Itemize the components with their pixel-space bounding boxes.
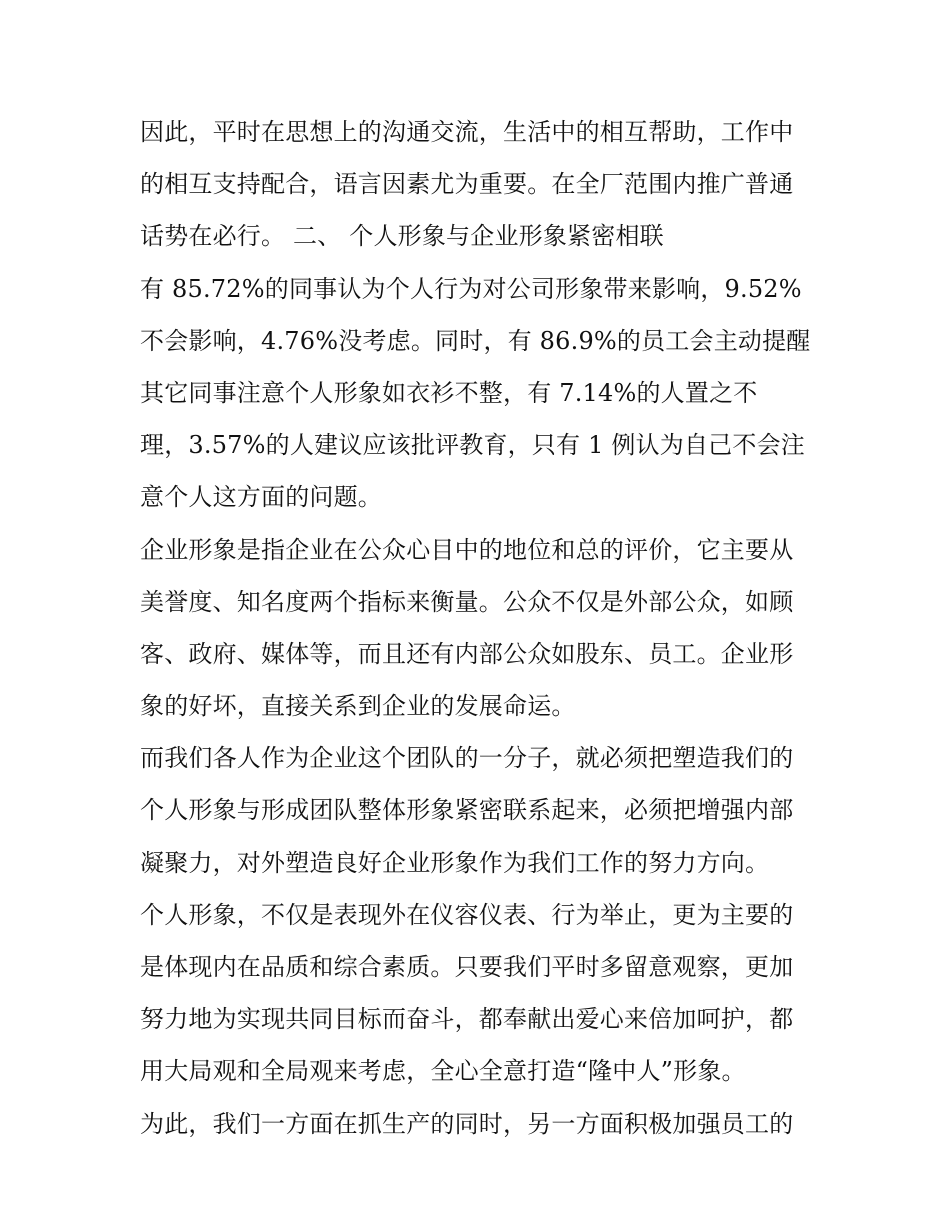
text-line: 象的好坏，直接关系到企业的发展命运。 bbox=[140, 692, 576, 721]
text-line: 用大局观和全局观来考虑，全心全意打造“隆中人”形象。 bbox=[140, 1057, 746, 1086]
text-line: 而我们各人作为企业这个团队的一分子，就必须把塑造我们的 bbox=[140, 744, 794, 773]
text-line: 客、政府、媒体等，而且还有内部公众如股东、员工。企业形 bbox=[140, 639, 794, 668]
text-line: 不会影响，4.76%没考虑。同时，有 86.9%的员工会主动提醒 bbox=[140, 326, 811, 355]
text-line: 话势在必行。 二、 个人形象与企业形象紧密相联 bbox=[140, 222, 664, 251]
text-line: 理，3.57%的人建议应该批评教育，只有 1 例认为自己不会注 bbox=[140, 431, 805, 460]
text-line: 为此，我们一方面在抓生产的同时，另一方面积极加强员工的 bbox=[140, 1109, 794, 1138]
text-line: 凝聚力，对外塑造良好企业形象作为我们工作的努力方向。 bbox=[140, 848, 770, 877]
text-line: 是体现内在品质和综合素质。只要我们平时多留意观察，更加 bbox=[140, 953, 794, 981]
text-line: 意个人这方面的问题。 bbox=[140, 483, 382, 512]
text-line: 的相互支持配合，语言因素尤为重要。在全厂范围内推广普通 bbox=[140, 170, 794, 199]
text-line: 美誉度、知名度两个指标来衡量。公众不仅是外部公众，如顾 bbox=[140, 587, 794, 616]
text-line: 有 85.72%的同事认为个人行为对公司形象带来影响，9.52% bbox=[140, 274, 802, 303]
text-line: 因此，平时在思想上的沟通交流，生活中的相互帮助，工作中 bbox=[140, 118, 794, 146]
document-body bbox=[140, 106, 820, 1150]
text-line: 其它同事注意个人形象如衣衫不整，有 7.14%的人置之不 bbox=[140, 378, 758, 407]
text-line: 努力地为实现共同目标而奋斗，都奉献出爱心来倍加呵护，都 bbox=[140, 1005, 794, 1034]
text-line: 个人形象，不仅是表现外在仪容仪表、行为举止，更为主要的 bbox=[140, 900, 794, 929]
text-line: 个人形象与形成团队整体形象紧密联系起来，必须把增强内部 bbox=[140, 796, 794, 825]
text-line: 企业形象是指企业在公众心目中的地位和总的评价，它主要从 bbox=[140, 535, 794, 564]
